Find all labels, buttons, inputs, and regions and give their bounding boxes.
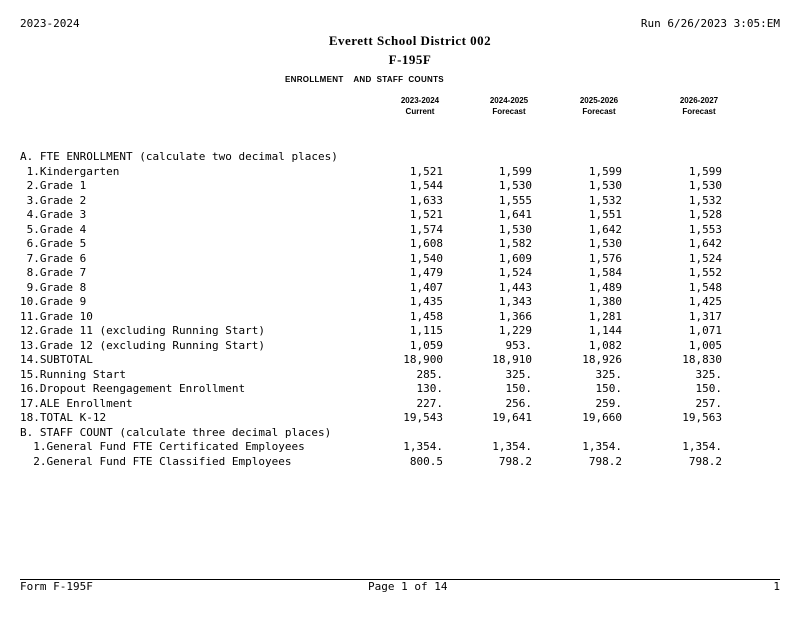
row-label: 16.Dropout Reengagement Enrollment [20,382,246,395]
table-row [20,223,780,237]
cell-value: 1,071 [688,324,722,337]
cell-value: 1,115 [409,324,443,337]
cell-value: 1,366 [498,309,532,323]
cell-value: 1,642 [588,222,622,236]
cell-value: 1,544 [409,179,443,192]
table-row [20,266,780,280]
cell-value: 325. [595,367,622,381]
column-header-1 [385,95,455,117]
cell-value: 18,926 [582,353,622,366]
cell-value: 953. [505,338,532,352]
cell-value: 1,548 [688,280,722,294]
cell-value: 259. [595,396,622,410]
row-label: 3.Grade 2 [20,193,87,207]
column-year: 2023-2024 [400,96,440,105]
row-label: 1.General Fund FTE Certificated Employees [20,440,305,453]
cell-value: 798.2 [588,454,622,468]
row-label: 14.SUBTOTAL [20,353,93,366]
column-year: 2026-2027 [679,96,719,105]
cell-value: 1,521 [409,164,443,178]
cell-value: 1,599 [498,164,532,178]
cell-value: 1,608 [409,237,443,250]
cell-value: 1,599 [588,164,622,178]
form-title: F-195F [388,52,432,67]
cell-value: 257. [695,396,722,410]
cell-value: 800.5 [409,454,443,468]
cell-value: 1,551 [588,208,622,221]
cell-value: 18,910 [492,353,532,366]
cell-value: 19,543 [403,411,443,424]
cell-value: 1,354. [682,440,722,453]
cell-value: 227. [416,396,443,410]
cell-value: 1,229 [498,324,532,337]
table-row [20,194,780,208]
row-label: 9.Grade 8 [20,280,87,294]
row-label: 15.Running Start [20,367,126,381]
row-label: 10.Grade 9 [20,295,87,308]
table-row [20,339,780,353]
row-label: 17.ALE Enrollment [20,396,133,410]
cell-value: 1,443 [498,280,532,294]
cell-value: 1,530 [498,222,532,236]
section-b-title [20,426,780,440]
cell-value: 1,343 [498,295,532,308]
table-row [20,165,780,179]
cell-value: 325. [695,367,722,381]
cell-value: 1,641 [498,208,532,221]
cell-value: 1,458 [409,309,443,323]
footer-form-label: Form F-195F [20,580,93,593]
section-title: ENROLLMENT AND STAFF COUNTS [285,75,444,84]
section-heading: A. FTE ENROLLMENT (calculate two decimal places) [20,150,338,163]
cell-value: 19,641 [492,411,532,424]
cell-value: 18,830 [682,353,722,366]
row-label: 4.Grade 3 [20,208,87,221]
district-title: Everett School District 002 [328,33,492,48]
column-header-4 [664,95,734,117]
cell-value: 1,479 [409,266,443,279]
cell-value: 1,082 [588,338,622,352]
cell-value: 1,354. [403,440,443,453]
cell-value: 1,489 [588,280,622,294]
cell-value: 1,144 [588,324,622,337]
row-label: 6.Grade 5 [20,237,87,250]
cell-value: 1,425 [688,295,722,308]
cell-value: 1,435 [409,295,443,308]
cell-value: 1,524 [688,251,722,265]
cell-value: 1,530 [498,179,532,192]
cell-value: 1,532 [588,193,622,207]
cell-value: 1,530 [588,179,622,192]
cell-value: 1,582 [498,237,532,250]
cell-value: 1,584 [588,266,622,279]
column-year: 2024-2025 [489,96,529,105]
table-row [20,281,780,295]
table-row [20,411,780,425]
cell-value: 1,553 [688,222,722,236]
cell-value: 1,540 [409,251,443,265]
cell-value: 1,530 [688,179,722,192]
column-year: 2025-2026 [579,96,619,105]
run-stamp: Run 6/26/2023 3:05:EM [640,17,780,30]
school-year: 2023-2024 [20,17,80,30]
table-row [20,353,780,367]
cell-value: 1,380 [588,295,622,308]
table-row [20,324,780,338]
cell-value: 1,059 [409,338,443,352]
row-label: 5.Grade 4 [20,222,87,236]
cell-value: 150. [595,382,622,395]
cell-value: 1,574 [409,222,443,236]
cell-value: 325. [505,367,532,381]
cell-value: 1,005 [688,338,722,352]
cell-value: 1,633 [409,193,443,207]
footer-page-label: Page 1 of 14 [368,580,448,593]
cell-value: 1,281 [588,309,622,323]
cell-value: 1,555 [498,193,532,207]
cell-value: 150. [505,382,532,395]
table-row [20,382,780,396]
cell-value: 1,354. [492,440,532,453]
cell-value: 798.2 [688,454,722,468]
cell-value: 256. [505,396,532,410]
table-row [20,208,780,222]
cell-value: 285. [416,367,443,381]
cell-value: 19,660 [582,411,622,424]
row-label: 11.Grade 10 [20,309,93,323]
cell-value: 1,532 [688,193,722,207]
column-header-3 [564,95,634,117]
cell-value: 1,528 [688,208,722,221]
row-label: 8.Grade 7 [20,266,87,279]
cell-value: 1,599 [688,164,722,178]
footer-page-number: 1 [773,580,780,593]
cell-value: 18,900 [403,353,443,366]
row-label: 18.TOTAL K-12 [20,411,107,424]
table-row [20,179,780,193]
column-label: Forecast [682,107,716,116]
row-label: 2.General Fund FTE Classified Employees [20,454,292,468]
column-label: Current [405,107,435,116]
cell-value: 1,524 [498,266,532,279]
table-row [20,295,780,309]
table-row [20,310,780,324]
row-label: 7.Grade 6 [20,251,87,265]
table-row [20,252,780,266]
cell-value: 1,576 [588,251,622,265]
row-label: 12.Grade 11 (excluding Running Start) [20,324,266,337]
table-row [20,237,780,251]
cell-value: 1,317 [688,309,722,323]
cell-value: 1,354. [582,440,622,453]
row-label: 13.Grade 12 (excluding Running Start) [20,338,266,352]
table-row [20,440,780,454]
section-heading: B. STAFF COUNT (calculate three decimal places) [20,425,332,439]
cell-value: 130. [416,382,443,395]
cell-value: 1,530 [588,237,622,250]
cell-value: 1,642 [688,237,722,250]
row-label: 2.Grade 1 [20,179,87,192]
cell-value: 1,521 [409,208,443,221]
table-row [20,368,780,382]
cell-value: 798.2 [498,454,532,468]
column-label: Forecast [582,107,616,116]
table-row [20,397,780,411]
cell-value: 1,407 [409,280,443,294]
cell-value: 1,552 [688,266,722,279]
cell-value: 1,609 [498,251,532,265]
section-a-title [20,150,780,164]
table-row [20,455,780,469]
column-label: Forecast [492,107,526,116]
cell-value: 150. [695,382,722,395]
column-header-2 [474,95,544,117]
cell-value: 19,563 [682,411,722,424]
row-label: 1.Kindergarten [20,164,120,178]
